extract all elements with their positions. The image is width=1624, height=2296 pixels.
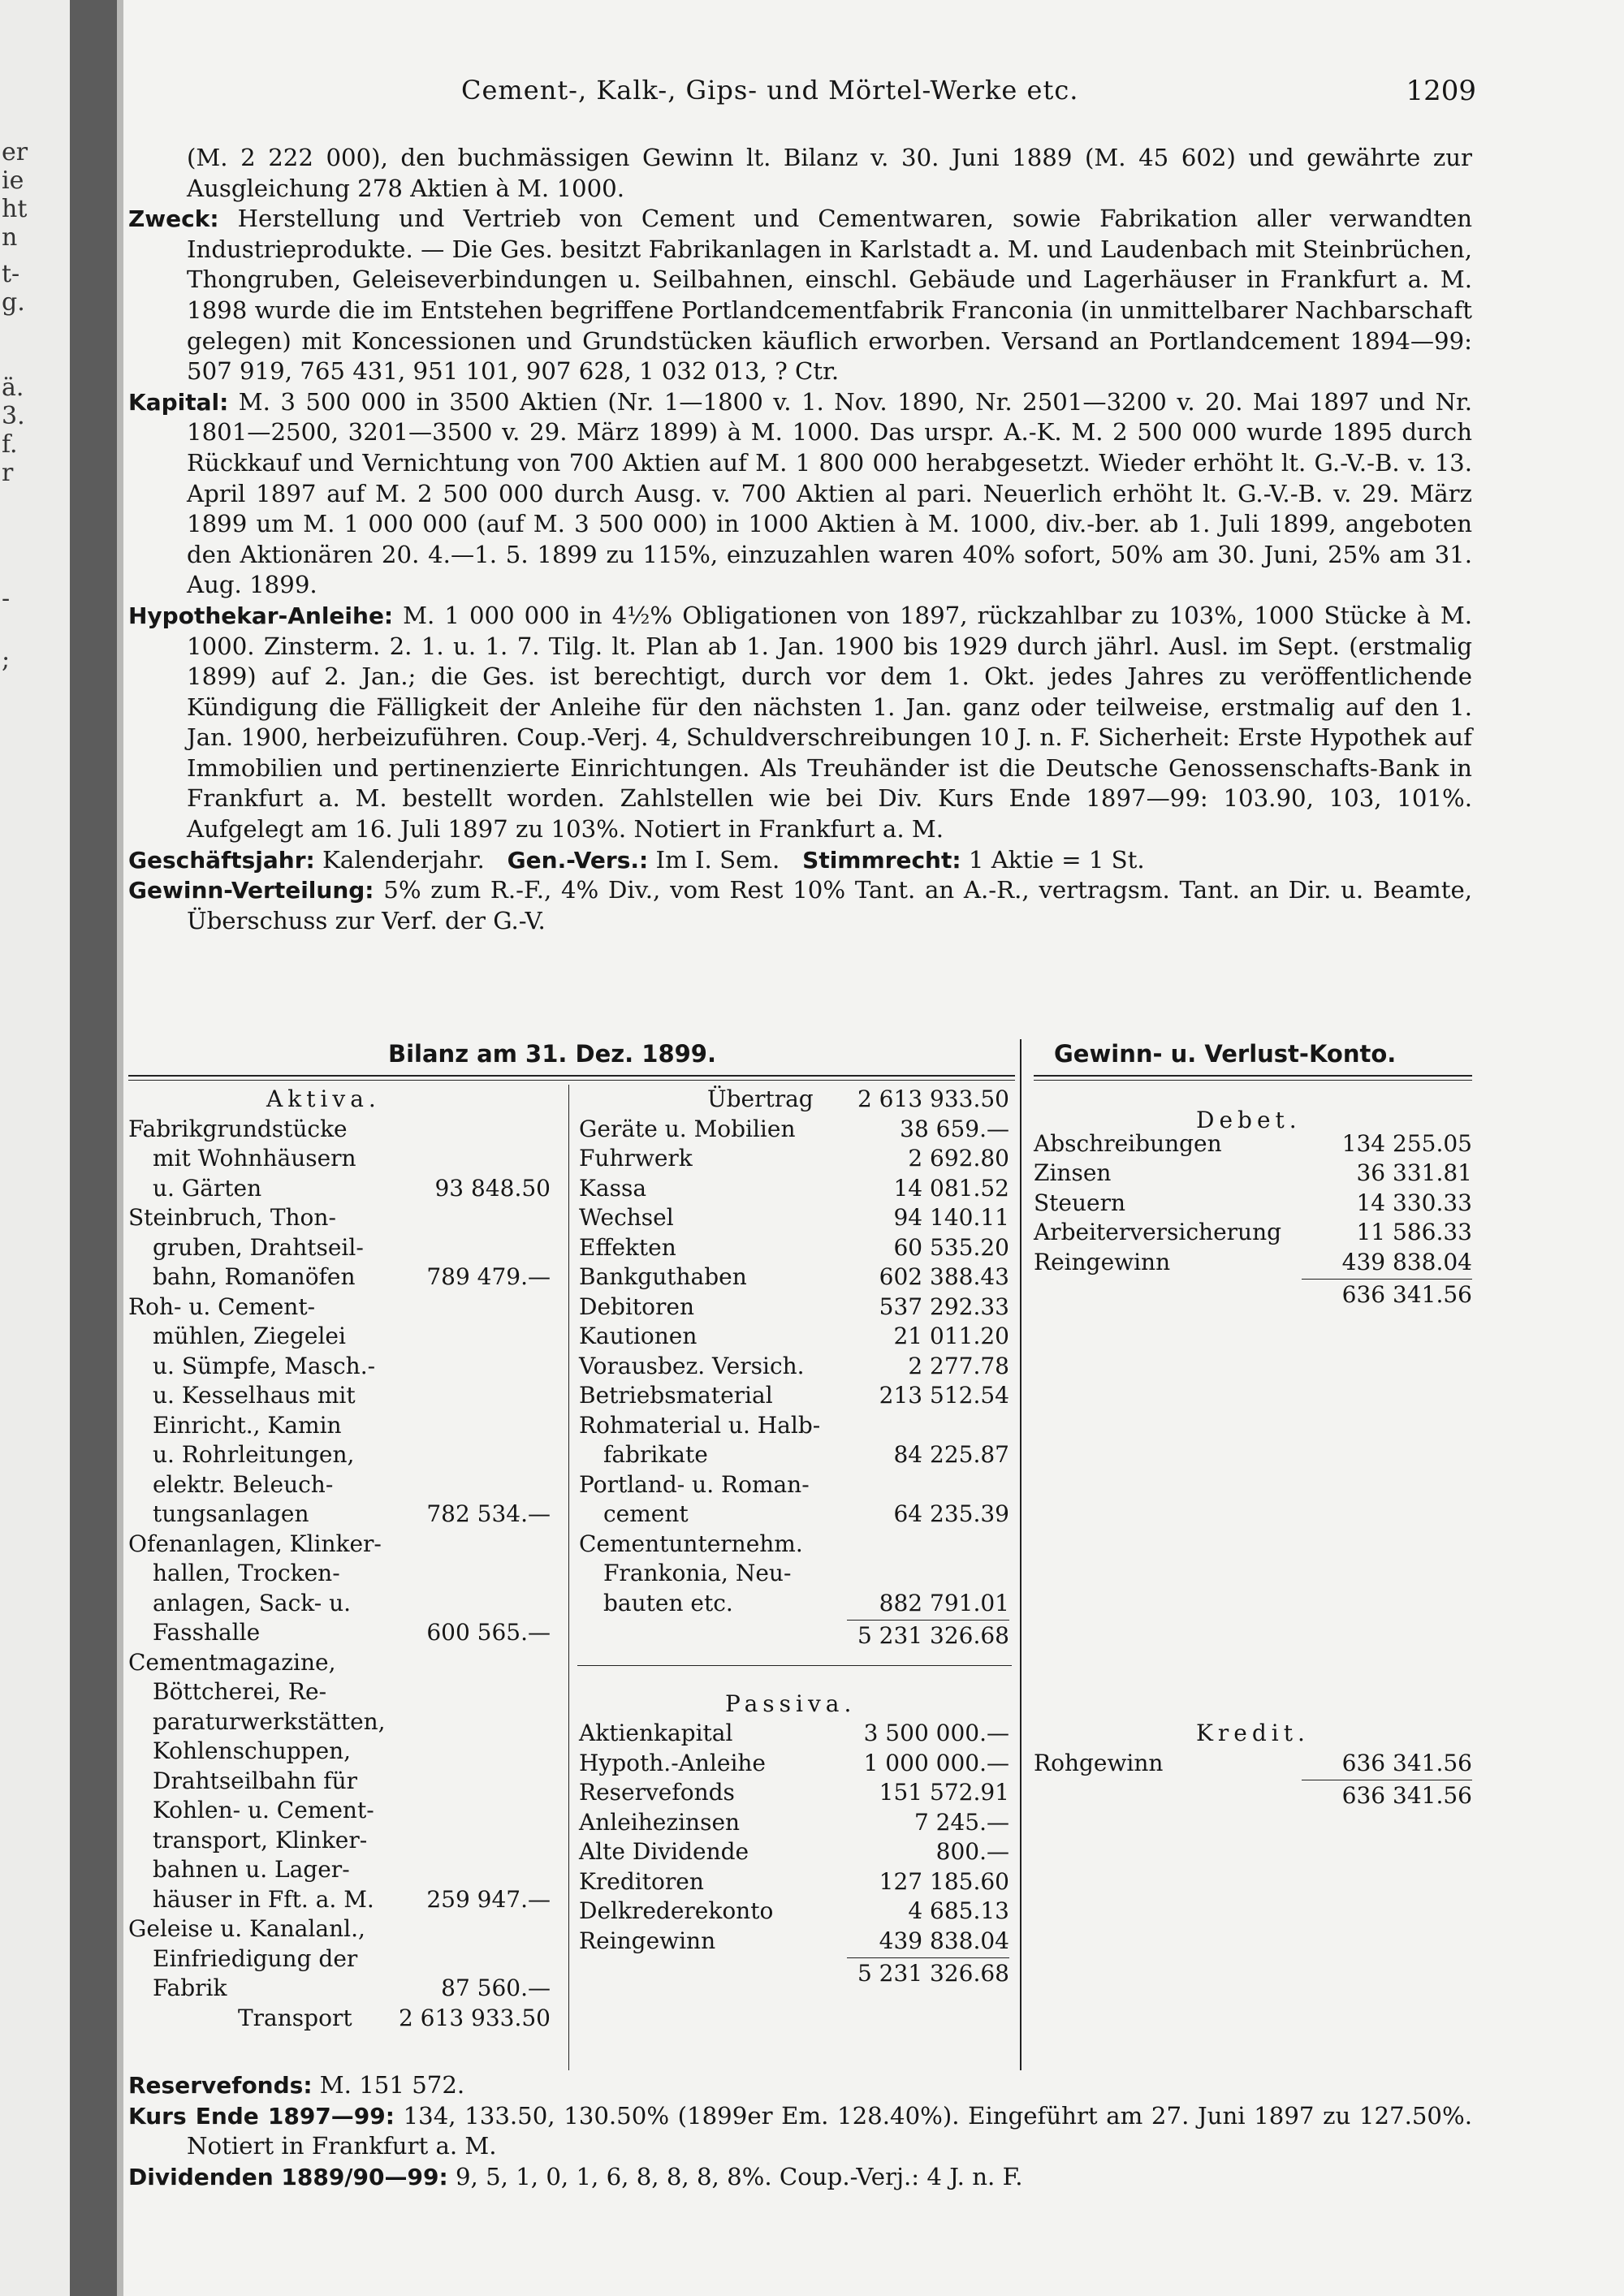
aktiva-item-line: u. Gärten bbox=[153, 1174, 262, 1202]
aktiva-item-line: u. Rohrleitungen, bbox=[153, 1441, 355, 1468]
debet-amount: 134 255.05 bbox=[1341, 1129, 1472, 1157]
aktiva-item-line: Drahtseilbahn für bbox=[153, 1767, 358, 1794]
aktiva-right-line: Betriebsmaterial bbox=[579, 1382, 773, 1409]
hypothek-text: M. 1 000 000 in 4½% Obligationen von 1897, rückzahlbar zu 103%, 1000 Stücke à M. 1000. Zinsterm. 2. 1. u. 1. 7. Tilg. lt. Plan ab 1. Jan. 1900 bis 1929 durch jährl. Ausl. im Sept. (erstmalig 1899) auf 2. Jan.; die Ges. ist berechtigt, durch vor dem 1. Okt. jedes Jahres zu veröffentlichende Kündigung die Fälligkeit der Anleihe für den nächsten 1. Jan. ganz oder teilweise, erstmalig auf den 1. Jan. 1900, herbeizuführen. Coup.-Verj. 4, Schuldverschreibungen 10 J. n. F. Sicherheit: Erste Hypothek auf Immobilien und pertinenzierte Einrichtungen. Als Treuhänder ist die Deutsche Genossenschafts-Bank in Frankfurt a. M. bestellt worden. Zahlstellen wie bei Div. Kurs Ende 1897—99: 103.90, 103, 101%. Aufgelegt am 16. Juli 1897 zu 103%. Notiert in Frankfurt a. M. bbox=[187, 601, 1472, 844]
debet-amount: 14 330.33 bbox=[1356, 1189, 1472, 1216]
aktiva-item-line: elektr. Beleuch- bbox=[153, 1470, 334, 1498]
aktiva-right-amount: 882 791.01 bbox=[879, 1589, 1009, 1616]
aktiva-right-line: Vorausbez. Versich. bbox=[579, 1352, 805, 1379]
margin-fragment: 3. bbox=[2, 402, 25, 430]
margin-fragment: ie bbox=[2, 166, 24, 195]
aktiva-heading: Aktiva. bbox=[266, 1085, 381, 1112]
passiva-label: Reingewinn bbox=[579, 1927, 716, 1954]
reserve-text: M. 151 572. bbox=[319, 2071, 465, 2099]
book-spine-shadow bbox=[70, 0, 117, 2296]
kurs-text: 134, 133.50, 130.50% (1899er Em. 128.40%). Eingeführt am 27. Juni 1897 zu 127.50%. Notiert in Frankfurt a. M. bbox=[187, 2101, 1473, 2160]
passiva-amount: 800.— bbox=[935, 1838, 1009, 1866]
aktiva-right-line: Wechsel bbox=[579, 1204, 674, 1231]
aktiva-total: 5 231 326.68 bbox=[857, 1622, 1009, 1649]
aktiva-right-amount: 84 225.87 bbox=[893, 1441, 1009, 1468]
kredit-total: 636 341.56 bbox=[1341, 1782, 1472, 1810]
margin-fragment: r bbox=[2, 459, 14, 487]
aktiva-right-amount: 14 081.52 bbox=[893, 1174, 1009, 1202]
aktiva-item-line: anlagen, Sack- u. bbox=[153, 1589, 352, 1616]
margin-fragment: ; bbox=[2, 645, 11, 674]
aktiva-item-line: Fabrikgrundstücke bbox=[128, 1115, 348, 1142]
stimmrecht-label: Stimmrecht: bbox=[802, 846, 961, 874]
guv-rule-top2 bbox=[1034, 1080, 1472, 1081]
geschaeft-line bbox=[128, 845, 1472, 876]
debet-label: Steuern bbox=[1034, 1189, 1126, 1216]
aktiva-item-line: transport, Klinker- bbox=[153, 1826, 368, 1854]
page-header bbox=[128, 75, 1476, 110]
passiva-amount: 4 685.13 bbox=[908, 1897, 1009, 1925]
aktiva-item-line: tungsanlagen bbox=[153, 1500, 309, 1527]
aktiva-item-line: Fabrik bbox=[153, 1974, 227, 2001]
guv-rule-top bbox=[1034, 1075, 1472, 1077]
passiva-amount: 127 185.60 bbox=[879, 1867, 1009, 1895]
kredit-label: Rohgewinn bbox=[1034, 1749, 1164, 1776]
stimmrecht-text: 1 Aktie = 1 St. bbox=[968, 845, 1145, 874]
aktiva-right-amount: 60 535.20 bbox=[893, 1233, 1009, 1261]
margin-fragment: g. bbox=[2, 288, 25, 317]
aktiva-item-line: Böttcherei, Re- bbox=[153, 1678, 327, 1705]
aktiva-item-line: gruben, Drahtseil- bbox=[153, 1233, 364, 1261]
gewinn-label: Gewinn-Verteilung: bbox=[128, 877, 374, 904]
kurs-label: Kurs Ende 1897—99: bbox=[128, 2102, 395, 2130]
running-title: Cement-, Kalk-, Gips- und Mörtel-Werke etc. bbox=[461, 75, 1079, 106]
aktiva-column-divider bbox=[568, 1085, 569, 2070]
passiva-separator bbox=[577, 1665, 1012, 1666]
margin-fragment: n bbox=[2, 223, 18, 252]
aktiva-right-amount: 2 277.78 bbox=[908, 1352, 1009, 1379]
kurs-line bbox=[128, 2101, 1472, 2162]
aktiva-right-line: Debitoren bbox=[579, 1293, 694, 1320]
aktiva-item-line: Ofenanlagen, Klinker- bbox=[128, 1530, 382, 1557]
aktiva-item-line: Fasshalle bbox=[153, 1619, 261, 1646]
aktiva-item-amount: 782 534.— bbox=[426, 1500, 551, 1527]
debet-label: Reingewinn bbox=[1034, 1248, 1171, 1275]
aktiva-right-amount: 602 388.43 bbox=[879, 1263, 1009, 1290]
zweck-paragraph bbox=[128, 204, 1472, 387]
aktiva-right-line: Frankonia, Neu- bbox=[603, 1560, 792, 1586]
debet-amount: 11 586.33 bbox=[1356, 1219, 1472, 1246]
intro-paragraph bbox=[128, 143, 1472, 204]
passiva-amount: 7 245.— bbox=[914, 1808, 1009, 1836]
aktiva-right-amount: 2 692.80 bbox=[908, 1145, 1009, 1172]
aktiva-item-line: häuser in Fft. a. M. bbox=[153, 1885, 374, 1913]
aktiva-item-line: Roh- u. Cement- bbox=[128, 1293, 316, 1320]
debet-heading: Debet. bbox=[1196, 1106, 1302, 1133]
debet-amount: 36 331.81 bbox=[1356, 1159, 1472, 1187]
aktiva-right-amount: 38 659.— bbox=[900, 1115, 1009, 1142]
passiva-label: Delkrederekonto bbox=[579, 1897, 774, 1925]
passiva-amount: 1 000 000.— bbox=[863, 1749, 1009, 1776]
geschaeft-text: Kalenderjahr. bbox=[322, 845, 485, 874]
aktiva-right-amount: 537 292.33 bbox=[879, 1293, 1009, 1320]
guv-title: Gewinn- u. Verlust-Konto. bbox=[1054, 1040, 1397, 1068]
kapital-paragraph bbox=[128, 387, 1472, 601]
passiva-amount: 439 838.04 bbox=[879, 1927, 1009, 1954]
aktiva-right-line: Geräte u. Mobilien bbox=[579, 1115, 796, 1142]
aktiva-item-line: mühlen, Ziegelei bbox=[153, 1323, 346, 1349]
uebertrag-label: Übertrag bbox=[707, 1085, 814, 1112]
margin-fragment: f. bbox=[2, 430, 18, 459]
aktiva-right-line: fabrikate bbox=[603, 1441, 708, 1468]
debet-label: Abschreibungen bbox=[1034, 1129, 1222, 1157]
aktiva-item-line: Kohlen- u. Cement- bbox=[153, 1797, 374, 1823]
aktiva-item-line: Einricht., Kamin bbox=[153, 1411, 342, 1439]
passiva-label: Anleihezinsen bbox=[579, 1808, 741, 1836]
kredit-heading: Kredit. bbox=[1196, 1720, 1310, 1747]
aktiva-item-amount: 259 947.— bbox=[426, 1885, 551, 1913]
margin-fragment: ht bbox=[2, 195, 28, 223]
dividenden-line bbox=[128, 2162, 1472, 2193]
financial-tables bbox=[128, 1039, 1472, 2078]
kredit-amount: 636 341.56 bbox=[1341, 1749, 1472, 1776]
zweck-label: Zweck: bbox=[128, 205, 219, 233]
spine-edge bbox=[117, 0, 123, 2296]
aktiva-right-amount: 213 512.54 bbox=[879, 1382, 1009, 1409]
passiva-label: Hypoth.-Anleihe bbox=[579, 1749, 767, 1776]
geschaeft-label: Geschäftsjahr: bbox=[128, 846, 315, 874]
aktiva-item-line: Geleise u. Kanalanl., bbox=[128, 1915, 365, 1942]
aktiva-right-line: Kassa bbox=[579, 1174, 647, 1202]
passiva-label: Reservefonds bbox=[579, 1779, 735, 1806]
debet-total: 636 341.56 bbox=[1341, 1281, 1472, 1309]
aktiva-item-line: hallen, Trocken- bbox=[153, 1560, 340, 1586]
debet-amount: 439 838.04 bbox=[1341, 1248, 1472, 1275]
aktiva-right-line: Cementunternehm. bbox=[579, 1530, 803, 1557]
reserve-label: Reservefonds: bbox=[128, 2072, 313, 2099]
passiva-amount: 3 500 000.— bbox=[863, 1720, 1009, 1747]
aktiva-item-amount: 600 565.— bbox=[426, 1619, 551, 1646]
dividenden-label: Dividenden 1889/90—99: bbox=[128, 2163, 448, 2190]
gewinn-text: 5% zum R.-F., 4% Div., vom Rest 10% Tant. an A.-R., vertragsm. Tant. an Dir. u. Beamte, Überschuss zur Verf. der G.-V. bbox=[187, 876, 1472, 934]
aktiva-right-amount: 21 011.20 bbox=[893, 1323, 1009, 1349]
aktiva-right-line: Effekten bbox=[579, 1233, 676, 1261]
aktiva-right-line: Fuhrwerk bbox=[579, 1145, 693, 1172]
company-entry bbox=[128, 143, 1472, 936]
page-number: 1209 bbox=[1406, 75, 1476, 107]
gv-label: Gen.-Vers.: bbox=[507, 846, 649, 874]
margin-fragment: t- bbox=[2, 260, 20, 288]
left-margin bbox=[0, 0, 70, 2296]
hypothek-paragraph bbox=[128, 601, 1472, 845]
debet-sum-rule bbox=[1302, 1279, 1472, 1280]
uebertrag-amount: 2 613 933.50 bbox=[857, 1085, 1009, 1112]
aktiva-item-line: Kohlenschuppen, bbox=[153, 1737, 352, 1764]
aktiva-right-amount: 94 140.11 bbox=[893, 1204, 1009, 1231]
aktiva-item-line: u. Kesselhaus mit bbox=[153, 1382, 356, 1409]
debet-label: Arbeiterversicherung bbox=[1034, 1219, 1282, 1246]
passiva-label: Kreditoren bbox=[579, 1867, 704, 1895]
hypothek-label: Hypothekar-Anleihe: bbox=[128, 602, 394, 629]
aktiva-item-line: u. Sümpfe, Masch.- bbox=[153, 1352, 376, 1379]
passiva-amount: 151 572.91 bbox=[879, 1779, 1009, 1806]
zweck-text: Herstellung und Vertrieb von Cement und Cementwaren, sowie Fabrikation aller verwandten Industrieprodukte. — Die Ges. besitzt Fabrikanlagen in Karlstadt a. M. und Laudenbach mit Steinbrüchen, Thongruben, Geleiseverbindungen u. Seilbahnen, einschl. Gebäude und Lagerhäuser in Frankfurt a. M. 1898 wurde die im Entstehen begriffene Portlandcementfabrik Franconia (in unmittelbarer Nachbarschaft gelegen) mit Koncessionen und Grundstücken käuflich erworben. Versand an Portlandcement 1894—99: 507 919, 765 431, 951 101, 907 628, 1 032 013, ? Ctr. bbox=[187, 205, 1472, 386]
aktiva-sum-rule bbox=[847, 1620, 1009, 1621]
aktiva-item-line: Steinbruch, Thon- bbox=[128, 1204, 336, 1231]
aktiva-right-line: cement bbox=[603, 1500, 689, 1527]
passiva-sum-rule bbox=[847, 1957, 1009, 1958]
aktiva-right-line: Rohmaterial u. Halb- bbox=[579, 1411, 821, 1439]
aktiva-item-amount: 789 479.— bbox=[426, 1263, 551, 1290]
bilanz-rule-top2 bbox=[128, 1080, 1015, 1081]
aktiva-item-line: bahn, Romanöfen bbox=[153, 1263, 356, 1290]
passiva-label: Aktienkapital bbox=[579, 1720, 733, 1747]
passiva-label: Alte Dividende bbox=[579, 1838, 749, 1866]
reserve-line bbox=[128, 2070, 1472, 2101]
aktiva-right-amount: 64 235.39 bbox=[893, 1500, 1009, 1527]
aktiva-right-line: bauten etc. bbox=[603, 1589, 733, 1616]
passiva-heading: Passiva. bbox=[725, 1690, 857, 1717]
aktiva-right-line: Portland- u. Roman- bbox=[579, 1470, 810, 1498]
aktiva-item-amount: 87 560.— bbox=[441, 1974, 551, 2001]
aktiva-right-line: Kautionen bbox=[579, 1323, 698, 1349]
gewinn-paragraph bbox=[128, 875, 1472, 936]
bilanz-guv-divider bbox=[1020, 1039, 1021, 2070]
footer-notes bbox=[128, 2070, 1472, 2192]
aktiva-item-line: mit Wohnhäusern bbox=[153, 1145, 356, 1172]
bilanz-rule-top bbox=[128, 1075, 1015, 1077]
gv-text: Im I. Sem. bbox=[655, 845, 780, 874]
aktiva-right-line: Bankguthaben bbox=[579, 1263, 747, 1290]
transport-label: Transport bbox=[238, 2004, 352, 2031]
aktiva-item-line: paraturwerkstätten, bbox=[153, 1707, 386, 1735]
margin-fragment: - bbox=[2, 585, 11, 613]
bilanz-title: Bilanz am 31. Dez. 1899. bbox=[388, 1040, 716, 1068]
aktiva-item-line: bahnen u. Lager- bbox=[153, 1856, 350, 1883]
debet-label: Zinsen bbox=[1034, 1159, 1112, 1187]
kapital-label: Kapital: bbox=[128, 388, 229, 416]
intro-text: (M. 2 222 000), den buchmässigen Gewinn lt. Bilanz v. 30. Juni 1889 (M. 45 602) und gewährte zur Ausgleichung 278 Aktien à M. 1000. bbox=[187, 144, 1472, 202]
margin-fragment: er bbox=[2, 138, 28, 166]
kapital-text: M. 3 500 000 in 3500 Aktien (Nr. 1—1800 v. 1. Nov. 1890, Nr. 2501—3200 v. 20. Mai 1897 und Nr. 1801—2500, 3201—3500 v. 29. März 1899) à M. 1000. Das urspr. A.-K. M. 2 500 000 wurde 1895 durch Rückkauf und Vernichtung von 700 Aktien auf M. 1 800 000 herabgesetzt. Wieder erhöht lt. G.-V.-B. v. 13. April 1897 auf M. 2 500 000 durch Ausg. v. 700 Aktien al pari. Neuerlich erhöht lt. G.-V.-B. v. 29. März 1899 um M. 1 000 000 (auf M. 3 500 000) in 1000 Aktien à M. 1000, div.-ber. ab 1. Juli 1899, angeboten den Aktionären 20. 4.—1. 5. 1899 zu 115%, einzuzahlen waren 40% sofort, 50% am 30. Juni, 25% am 31. Aug. 1899. bbox=[187, 387, 1473, 599]
transport-amount: 2 613 933.50 bbox=[398, 2004, 551, 2031]
aktiva-item-line: Einfriedigung der bbox=[153, 1944, 358, 1972]
aktiva-item-line: Cementmagazine, bbox=[128, 1648, 336, 1676]
dividenden-text: 9, 5, 1, 0, 1, 6, 8, 8, 8, 8%. Coup.-Verj.: 4 J. n. F. bbox=[455, 2162, 1023, 2190]
aktiva-item-amount: 93 848.50 bbox=[434, 1174, 551, 1202]
passiva-total: 5 231 326.68 bbox=[857, 1960, 1009, 1987]
margin-fragment: ä. bbox=[2, 373, 24, 402]
